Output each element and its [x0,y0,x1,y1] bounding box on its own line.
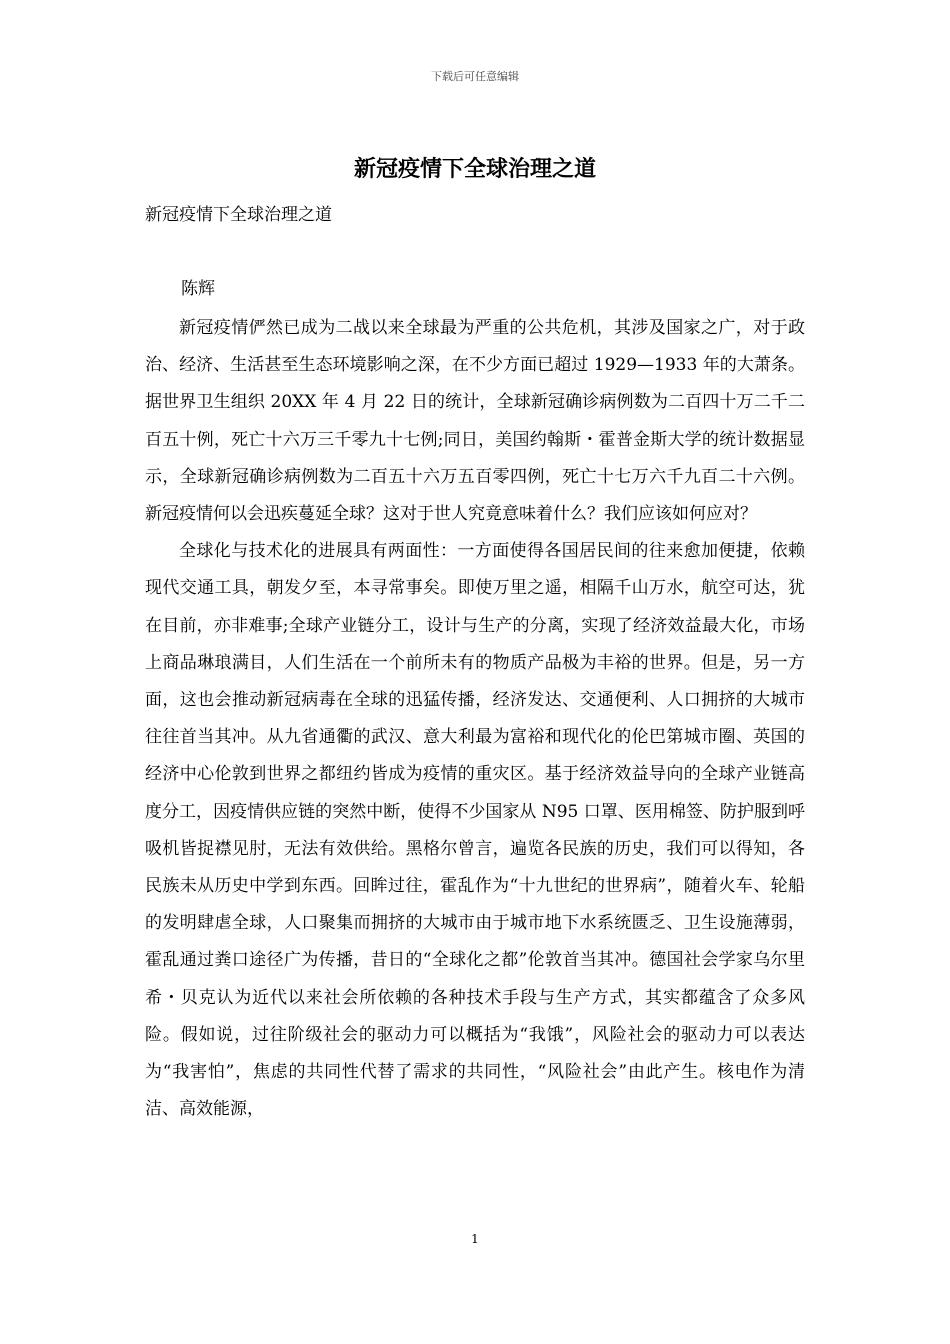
document-subtitle: 新冠疫情下全球治理之道 [145,205,332,225]
page-number: 1 [471,1232,479,1246]
body-text [145,310,805,1128]
paragraph: 全球化与技术化的进展具有两面性：一方面使得各国居民间的往来愈加便捷，依赖现代交通工具，朝发夕至，本寻常事矣。即使万里之遥，相隔千山万水，航空可达，犹在目前，亦非难事;全球产业链分工，设计与生产的分离，实现了经济效益最大化，市场上商品琳琅满目，人们生活在一个前所未有的物质产品极为丰裕的世界。但是，另一方面，这也会推动新冠病毒在全球的迅猛传播，经济发达、交通便利、人口拥挤的大城市往往首当其冲。从九省通衢的武汉、意大利最为富裕和现代化的伦巴第城市圈、英国的经济中心伦敦到世界之都纽约皆成为疫情的重灾区。基于经济效益导向的全球产业链高度分工，因疫情供应链的突然中断，使得不少国家从 N95 口罩、医用棉签、防护服到呼吸机皆捉襟见肘，无法有效供给。黑格尔曾言，遍览各民族的历史，我们可以得知，各民族未从历史中学到东西。回眸过往，霍乱作为“十九世纪的世界病”，随着火车、轮船的发明肆虐全球，人口聚集而拥挤的大城市由于城市地下水系统匮乏、卫生设施薄弱，霍乱通过粪口途径广为传播，昔日的“全球化之都”伦敦首当其冲。德国社会学家乌尔里希・贝克认为近代以来社会所依赖的各种技术手段与生产方式，其实都蕴含了众多风险。假如说，过往阶级社会的驱动力可以概括为“我饿”，风险社会的驱动力可以表达为“我害怕”，焦虑的共同性代替了需求的共同性，“风险社会”由此产生。核电作为清洁、高效能源， [145,541,805,1120]
document-title: 新冠疫情下全球治理之道 [353,156,596,182]
header-note: 下载后可任意编辑 [431,70,519,83]
author-name: 陈辉 [181,279,215,299]
paragraph: 新冠疫情俨然已成为二战以来全球最为严重的公共危机，其涉及国家之广，对于政治、经济、生活甚至生态环境影响之深，在不少方面已超过 1929—1933 年的大萧条。据世界卫生组织 20XX 年 4 月 22 日的统计，全球新冠确诊病例数为二百四十万二千二百五十例，死亡十六万三千零九十七例;同日，美国约翰斯・霍普金斯大学的统计数据显示，全球新冠确诊病例数为二百五十六万五百零四例，死亡十七万六千九百二十六例。新冠疫情何以会迅疾蔓延全球？这对于世人究竟意味着什么？我们应该如何应对？ [145,318,805,525]
